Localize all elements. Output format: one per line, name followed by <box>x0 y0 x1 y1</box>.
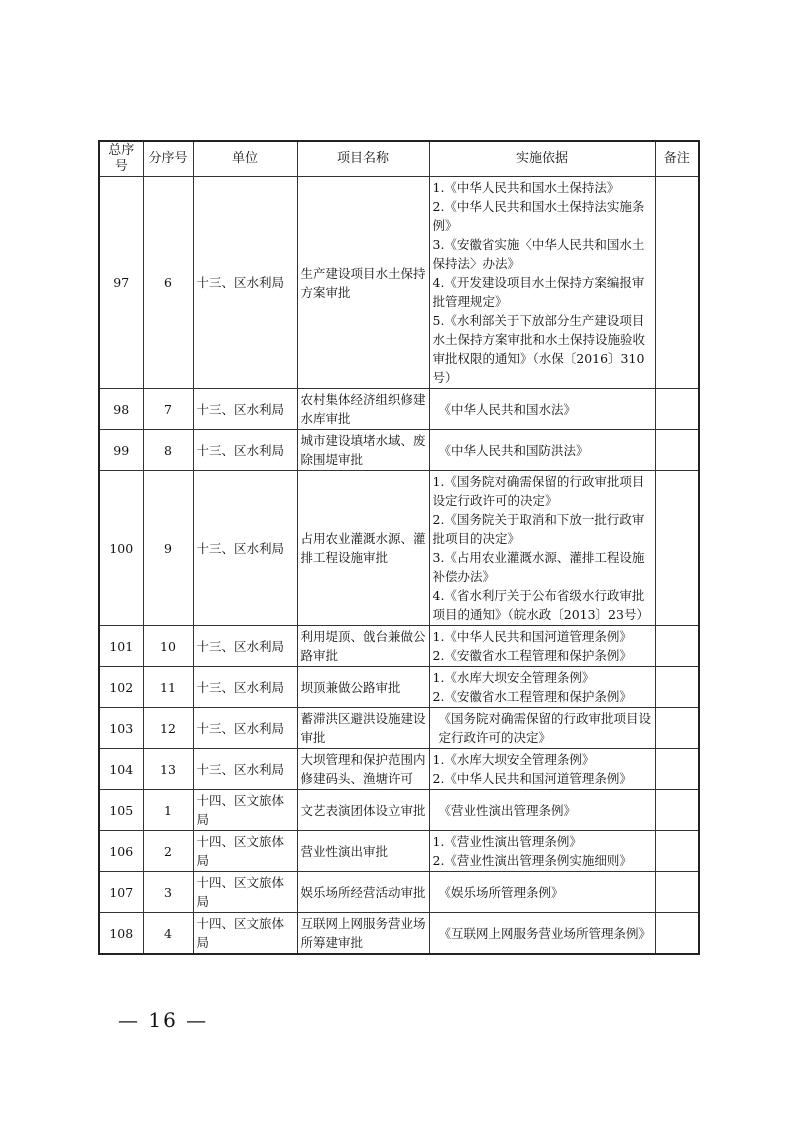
table-row <box>99 471 699 626</box>
basis-cell <box>429 790 655 831</box>
basis-cell <box>429 471 655 626</box>
remark-cell <box>655 790 699 831</box>
sub-no-cell: 9 <box>143 471 193 626</box>
basis-cell <box>429 667 655 708</box>
basis-cell <box>429 749 655 790</box>
basis-item: 1.《国务院对确需保留的行政审批项目设定行政许可的决定》 <box>432 474 645 508</box>
total-no-cell: 99 <box>99 430 143 471</box>
basis-cell <box>429 626 655 667</box>
remark-cell <box>655 913 699 955</box>
unit-cell: 十四、区文旅体局 <box>193 913 297 955</box>
basis-cell <box>429 872 655 913</box>
table-row <box>99 626 699 667</box>
unit-cell: 十四、区文旅体局 <box>193 872 297 913</box>
unit-cell: 十四、区文旅体局 <box>193 831 297 872</box>
remark-cell <box>655 626 699 667</box>
table-row <box>99 389 699 430</box>
project-cell: 文艺表演团体设立审批 <box>297 790 429 831</box>
project-cell: 大坝管理和保护范围内修建码头、渔塘许可 <box>297 749 429 790</box>
header-total-no: 总序号 <box>99 141 143 177</box>
table-body <box>99 177 699 955</box>
remark-cell <box>655 831 699 872</box>
remark-cell <box>655 430 699 471</box>
sub-no-cell: 7 <box>143 389 193 430</box>
basis-item: 《国务院对确需保留的行政审批项目设定行政许可的决定》 <box>438 711 652 745</box>
basis-item: 5.《水利部关于下放部分生产建设项目水土保持方案审批和水土保持设施验收审批权限的通知》（水保〔2016〕310号） <box>432 313 646 385</box>
basis-item: 2.《中华人民共和国河道管理条例》 <box>432 771 632 786</box>
sub-no-cell: 1 <box>143 790 193 831</box>
basis-item: 2.《中华人民共和国水土保持法实施条例》 <box>432 199 645 233</box>
basis-item: 1.《营业性演出管理条例》 <box>432 834 582 849</box>
basis-item: 1.《中华人民共和国水土保持法》 <box>432 180 620 195</box>
project-cell: 城市建设填堵水域、废除围堤审批 <box>297 430 429 471</box>
table-row <box>99 872 699 913</box>
basis-item: 2.《安徽省水工程管理和保护条例》 <box>432 648 632 663</box>
sub-no-cell: 3 <box>143 872 193 913</box>
basis-cell <box>429 389 655 430</box>
unit-cell: 十三、区水利局 <box>193 177 297 389</box>
page-number: — 16 — <box>118 1008 209 1032</box>
basis-item: 《中华人民共和国防洪法》 <box>438 442 589 458</box>
sub-no-cell: 4 <box>143 913 193 955</box>
basis-item: 4.《开发建设项目水土保持方案编报审批管理规定》 <box>432 275 645 309</box>
total-no-cell: 100 <box>99 471 143 626</box>
header-basis: 实施依据 <box>429 141 655 177</box>
remark-cell <box>655 471 699 626</box>
total-no-cell: 98 <box>99 389 143 430</box>
unit-cell: 十三、区水利局 <box>193 389 297 430</box>
project-cell: 占用农业灌溉水源、灌排工程设施审批 <box>297 471 429 626</box>
project-cell: 营业性演出审批 <box>297 831 429 872</box>
unit-cell: 十三、区水利局 <box>193 471 297 626</box>
basis-item: 3.《占用农业灌溉水源、灌排工程设施补偿办法》 <box>432 550 645 584</box>
sub-no-cell: 12 <box>143 708 193 749</box>
basis-item: 1.《水库大坝安全管理条例》 <box>432 752 595 767</box>
remark-cell <box>655 389 699 430</box>
approval-items-table <box>98 140 700 955</box>
sub-no-cell: 10 <box>143 626 193 667</box>
basis-cell <box>429 708 655 749</box>
unit-cell: 十四、区文旅体局 <box>193 790 297 831</box>
basis-item: 2.《安徽省水工程管理和保护条例》 <box>432 689 632 704</box>
total-no-cell: 102 <box>99 667 143 708</box>
remark-cell <box>655 708 699 749</box>
header-unit: 单位 <box>193 141 297 177</box>
unit-cell: 十三、区水利局 <box>193 749 297 790</box>
sub-no-cell: 2 <box>143 831 193 872</box>
basis-item: 2.《国务院关于取消和下放一批行政审批项目的决定》 <box>432 512 645 546</box>
header-project: 项目名称 <box>297 141 429 177</box>
project-cell: 蓄滞洪区避洪设施建设审批 <box>297 708 429 749</box>
table-row <box>99 177 699 389</box>
total-no-cell: 106 <box>99 831 143 872</box>
project-cell: 互联网上网服务营业场所筹建审批 <box>297 913 429 955</box>
table-row <box>99 913 699 955</box>
project-cell: 生产建设项目水土保持方案审批 <box>297 177 429 389</box>
remark-cell <box>655 872 699 913</box>
project-cell: 农村集体经济组织修建水库审批 <box>297 389 429 430</box>
basis-item: 《中华人民共和国水法》 <box>438 401 577 417</box>
basis-item: 《互联网上网服务营业场所管理条例》 <box>438 925 652 941</box>
total-no-cell: 104 <box>99 749 143 790</box>
sub-no-cell: 11 <box>143 667 193 708</box>
sub-no-cell: 13 <box>143 749 193 790</box>
table-row <box>99 667 699 708</box>
basis-cell <box>429 430 655 471</box>
table-header-row <box>99 141 699 177</box>
header-remark: 备注 <box>655 141 699 177</box>
total-no-cell: 108 <box>99 913 143 955</box>
unit-cell: 十三、区水利局 <box>193 626 297 667</box>
total-no-cell: 101 <box>99 626 143 667</box>
total-no-cell: 107 <box>99 872 143 913</box>
basis-item: 《娱乐场所管理条例》 <box>438 884 564 900</box>
table-row <box>99 831 699 872</box>
table-row <box>99 749 699 790</box>
basis-item: 1.《中华人民共和国河道管理条例》 <box>432 629 632 644</box>
project-cell: 娱乐场所经营活动审批 <box>297 872 429 913</box>
table-row <box>99 790 699 831</box>
unit-cell: 十三、区水利局 <box>193 708 297 749</box>
sub-no-cell: 6 <box>143 177 193 389</box>
total-no-cell: 97 <box>99 177 143 389</box>
basis-item: 《营业性演出管理条例》 <box>438 802 577 818</box>
basis-cell <box>429 913 655 955</box>
basis-cell <box>429 177 655 389</box>
basis-item: 2.《营业性演出管理条例实施细则》 <box>432 853 632 868</box>
unit-cell: 十三、区水利局 <box>193 430 297 471</box>
unit-cell: 十三、区水利局 <box>193 667 297 708</box>
total-no-cell: 105 <box>99 790 143 831</box>
basis-item: 3.《安徽省实施〈中华人民共和国水土保持法〉办法》 <box>432 237 645 271</box>
basis-cell <box>429 831 655 872</box>
project-cell: 坝顶兼做公路审批 <box>297 667 429 708</box>
basis-item: 1.《水库大坝安全管理条例》 <box>432 670 595 685</box>
remark-cell <box>655 667 699 708</box>
remark-cell <box>655 749 699 790</box>
project-cell: 利用堤顶、戗台兼做公路审批 <box>297 626 429 667</box>
sub-no-cell: 8 <box>143 430 193 471</box>
table-row <box>99 708 699 749</box>
basis-item: 4.《省水利厅关于公布省级水行政审批项目的通知》（皖水政〔2013〕23号） <box>432 588 649 622</box>
table-row <box>99 430 699 471</box>
total-no-cell: 103 <box>99 708 143 749</box>
remark-cell <box>655 177 699 389</box>
header-sub-no: 分序号 <box>143 141 193 177</box>
